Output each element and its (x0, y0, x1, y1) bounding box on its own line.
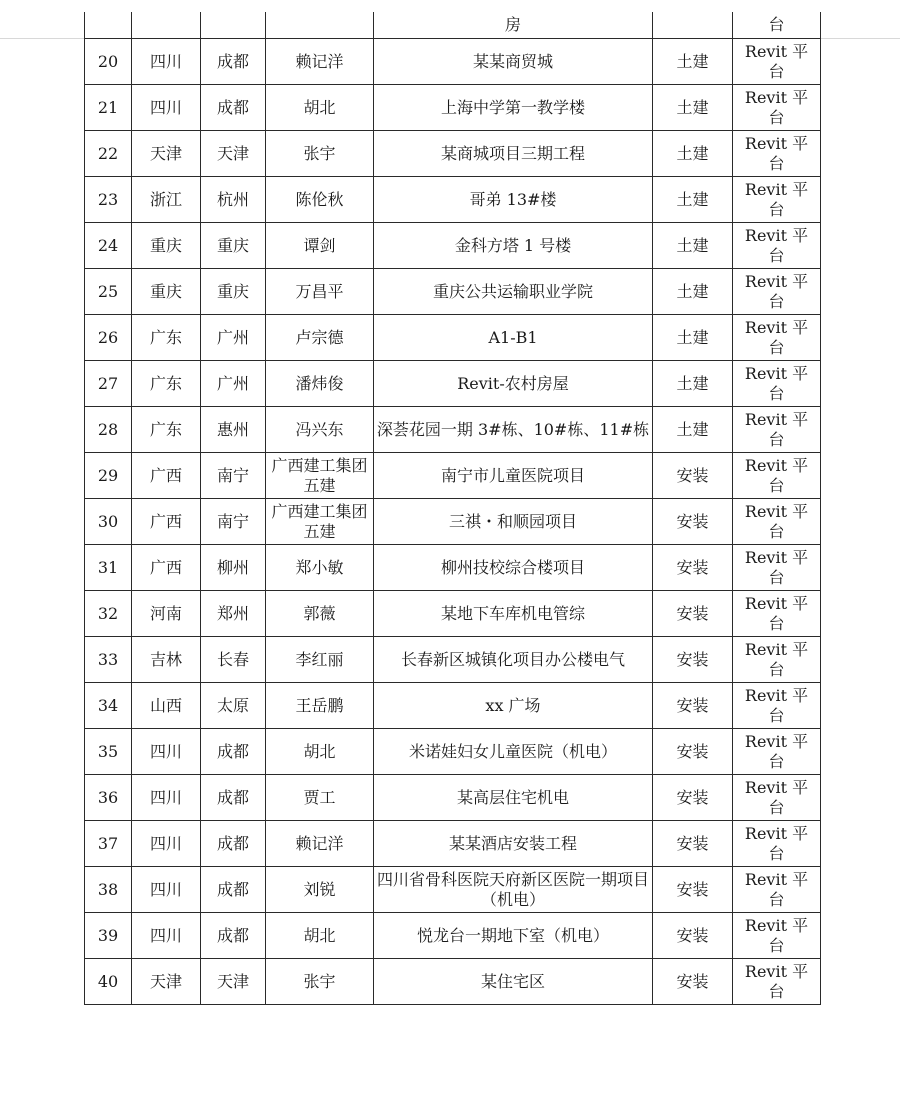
table-row (85, 545, 821, 591)
table-row (85, 407, 821, 453)
cell-platform (733, 821, 821, 867)
platform-line-2: 台 (768, 843, 785, 863)
cell-type: 安装 (653, 499, 733, 545)
platform-line-2: 台 (768, 383, 785, 403)
cell-no: 32 (85, 591, 132, 637)
table-row (85, 867, 821, 913)
cell-province: 四川 (132, 85, 201, 131)
table-body (85, 12, 821, 1005)
cell-no: 26 (85, 315, 132, 361)
cell-project: 某住宅区 (374, 959, 653, 1005)
cell-no: 40 (85, 959, 132, 1005)
cell-type: 土建 (653, 407, 733, 453)
platform-line-2: 台 (768, 61, 785, 81)
cell-city (201, 12, 266, 39)
platform-line-2: 台 (768, 337, 785, 357)
cell-no: 34 (85, 683, 132, 729)
cell-person: 赖记洋 (266, 39, 374, 85)
platform-line-1: Revit 平 (744, 639, 809, 659)
cell-city: 杭州 (201, 177, 266, 223)
cell-person: 谭剑 (266, 223, 374, 269)
cell-project: xx 广场 (374, 683, 653, 729)
platform-line-1: Revit 平 (744, 41, 809, 61)
table-row (85, 591, 821, 637)
cell-person: 刘锐 (266, 867, 374, 913)
platform-line-2: 台 (768, 705, 785, 725)
cell-platform (733, 591, 821, 637)
cell-platform (733, 683, 821, 729)
cell-city: 南宁 (201, 499, 266, 545)
cell-type: 土建 (653, 85, 733, 131)
platform-line-2: 台 (768, 889, 785, 909)
cell-city: 天津 (201, 959, 266, 1005)
platform-line-1: Revit 平 (744, 317, 809, 337)
cell-no: 29 (85, 453, 132, 499)
cell-type: 安装 (653, 913, 733, 959)
cell-type: 土建 (653, 177, 733, 223)
cell-project: A1-B1 (374, 315, 653, 361)
cell-type: 安装 (653, 591, 733, 637)
cell-type: 安装 (653, 453, 733, 499)
cell-person: 胡北 (266, 85, 374, 131)
cell-province: 四川 (132, 39, 201, 85)
cell-province (132, 12, 201, 39)
cell-type: 安装 (653, 683, 733, 729)
cell-platform (733, 131, 821, 177)
platform-line-2: 台 (768, 199, 785, 219)
cell-province: 广西 (132, 499, 201, 545)
cell-no: 35 (85, 729, 132, 775)
cell-project: 三祺・和顺园项目 (374, 499, 653, 545)
cell-city: 成都 (201, 729, 266, 775)
cell-type: 土建 (653, 269, 733, 315)
platform-line-2: 台 (768, 521, 785, 541)
cell-project: 某某商贸城 (374, 39, 653, 85)
cell-platform: 台 (733, 12, 821, 39)
platform-line-1: Revit 平 (744, 363, 809, 383)
cell-no: 22 (85, 131, 132, 177)
platform-line-1: Revit 平 (744, 87, 809, 107)
cell-no: 36 (85, 775, 132, 821)
cell-project: 哥弟 13#楼 (374, 177, 653, 223)
cell-city: 重庆 (201, 223, 266, 269)
table-row (85, 131, 821, 177)
platform-line-1: Revit 平 (744, 501, 809, 521)
cell-province: 天津 (132, 959, 201, 1005)
cell-platform (733, 959, 821, 1005)
cell-province: 河南 (132, 591, 201, 637)
table-row (85, 223, 821, 269)
cell-type: 土建 (653, 361, 733, 407)
cell-platform (733, 545, 821, 591)
cell-no: 21 (85, 85, 132, 131)
cell-no: 23 (85, 177, 132, 223)
cell-project: 米诺娃妇女儿童医院（机电） (374, 729, 653, 775)
cell-province: 四川 (132, 775, 201, 821)
cell-city: 惠州 (201, 407, 266, 453)
cell-person: 陈伦秋 (266, 177, 374, 223)
cell-person: 冯兴东 (266, 407, 374, 453)
platform-line-1: Revit 平 (744, 823, 809, 843)
platform-line-1: Revit 平 (744, 961, 809, 981)
cell-type: 安装 (653, 867, 733, 913)
cell-person: 广西建工集团五建 (266, 453, 374, 499)
cell-project: 某某酒店安装工程 (374, 821, 653, 867)
cell-type: 安装 (653, 775, 733, 821)
cell-platform (733, 269, 821, 315)
cell-city: 广州 (201, 361, 266, 407)
platform-line-2: 台 (768, 935, 785, 955)
cell-person (266, 12, 374, 39)
cell-province: 广东 (132, 407, 201, 453)
platform-line-2: 台 (768, 245, 785, 265)
cell-platform (733, 913, 821, 959)
cell-province: 四川 (132, 821, 201, 867)
platform-line-1: Revit 平 (744, 225, 809, 245)
cell-project: 深荟花园一期 3#栋、10#栋、11#栋 (374, 407, 653, 453)
cell-type (653, 12, 733, 39)
cell-project: 金科方塔 1 号楼 (374, 223, 653, 269)
cell-city: 成都 (201, 821, 266, 867)
platform-line-1: Revit 平 (744, 133, 809, 153)
cell-no: 28 (85, 407, 132, 453)
cell-no: 20 (85, 39, 132, 85)
platform-line-2: 台 (768, 981, 785, 1001)
cell-project: 悦龙台一期地下室（机电） (374, 913, 653, 959)
cell-type: 土建 (653, 39, 733, 85)
cell-person: 李红丽 (266, 637, 374, 683)
cell-project: 某地下车库机电管综 (374, 591, 653, 637)
table-row (85, 637, 821, 683)
project-table (84, 12, 821, 1005)
cell-province: 广东 (132, 315, 201, 361)
cell-person: 万昌平 (266, 269, 374, 315)
cell-city: 重庆 (201, 269, 266, 315)
cell-person: 卢宗德 (266, 315, 374, 361)
cell-province: 重庆 (132, 223, 201, 269)
cell-person: 赖记洋 (266, 821, 374, 867)
cell-no: 38 (85, 867, 132, 913)
table-row (85, 775, 821, 821)
cell-platform (733, 775, 821, 821)
cell-city: 郑州 (201, 591, 266, 637)
table-row (85, 499, 821, 545)
cell-city: 成都 (201, 85, 266, 131)
cell-person: 胡北 (266, 729, 374, 775)
cell-platform (733, 39, 821, 85)
platform-line-1: Revit 平 (744, 179, 809, 199)
cell-city: 成都 (201, 913, 266, 959)
cell-type: 安装 (653, 637, 733, 683)
cell-type: 土建 (653, 131, 733, 177)
cell-province: 浙江 (132, 177, 201, 223)
cell-person: 张宇 (266, 959, 374, 1005)
cell-no: 27 (85, 361, 132, 407)
table-row (85, 39, 821, 85)
cell-platform (733, 315, 821, 361)
table-row (85, 821, 821, 867)
cell-province: 广西 (132, 453, 201, 499)
cell-city: 柳州 (201, 545, 266, 591)
cell-person: 胡北 (266, 913, 374, 959)
header-continuation-row (85, 12, 821, 39)
cell-platform (733, 223, 821, 269)
cell-province: 山西 (132, 683, 201, 729)
cell-city: 广州 (201, 315, 266, 361)
cell-person: 贾工 (266, 775, 374, 821)
cell-platform (733, 867, 821, 913)
cell-no: 30 (85, 499, 132, 545)
cell-city: 成都 (201, 867, 266, 913)
cell-person: 广西建工集团五建 (266, 499, 374, 545)
table-row (85, 177, 821, 223)
cell-person: 潘炜俊 (266, 361, 374, 407)
cell-project: 柳州技校综合楼项目 (374, 545, 653, 591)
cell-project: 长春新区城镇化项目办公楼电气 (374, 637, 653, 683)
cell-platform (733, 453, 821, 499)
cell-province: 广西 (132, 545, 201, 591)
cell-project: 上海中学第一教学楼 (374, 85, 653, 131)
platform-line-1: Revit 平 (744, 685, 809, 705)
cell-project: 南宁市儿童医院项目 (374, 453, 653, 499)
cell-city: 成都 (201, 39, 266, 85)
table-row (85, 729, 821, 775)
cell-province: 四川 (132, 913, 201, 959)
cell-province: 吉林 (132, 637, 201, 683)
cell-platform (733, 177, 821, 223)
cell-project: 四川省骨科医院天府新区医院一期项目（机电） (374, 867, 653, 913)
cell-province: 四川 (132, 729, 201, 775)
cell-platform (733, 729, 821, 775)
cell-city: 天津 (201, 131, 266, 177)
cell-project: 房 (374, 12, 653, 39)
platform-line-2: 台 (768, 659, 785, 679)
cell-province: 天津 (132, 131, 201, 177)
cell-city: 南宁 (201, 453, 266, 499)
cell-platform (733, 637, 821, 683)
platform-line-1: Revit 平 (744, 869, 809, 889)
platform-line-2: 台 (768, 429, 785, 449)
cell-type: 安装 (653, 959, 733, 1005)
cell-person: 张宇 (266, 131, 374, 177)
cell-no: 39 (85, 913, 132, 959)
platform-line-1: Revit 平 (744, 915, 809, 935)
cell-type: 安装 (653, 821, 733, 867)
cell-person: 王岳鹏 (266, 683, 374, 729)
cell-city: 长春 (201, 637, 266, 683)
table-row (85, 959, 821, 1005)
cell-platform (733, 361, 821, 407)
table-row (85, 913, 821, 959)
cell-platform (733, 499, 821, 545)
cell-city: 成都 (201, 775, 266, 821)
platform-line-1: Revit 平 (744, 271, 809, 291)
platform-line-1: Revit 平 (744, 731, 809, 751)
platform-line-2: 台 (768, 291, 785, 311)
cell-platform (733, 407, 821, 453)
platform-line-1: Revit 平 (744, 547, 809, 567)
table-row (85, 85, 821, 131)
cell-city: 太原 (201, 683, 266, 729)
table-row (85, 683, 821, 729)
cell-person: 郑小敏 (266, 545, 374, 591)
platform-line-2: 台 (768, 797, 785, 817)
cell-no (85, 12, 132, 39)
cell-project: 重庆公共运输职业学院 (374, 269, 653, 315)
cell-project: 某商城项目三期工程 (374, 131, 653, 177)
cell-type: 土建 (653, 223, 733, 269)
cell-no: 37 (85, 821, 132, 867)
table-row (85, 269, 821, 315)
cell-project: 某高层住宅机电 (374, 775, 653, 821)
cell-project: Revit-农村房屋 (374, 361, 653, 407)
platform-line-2: 台 (768, 475, 785, 495)
platform-line-1: Revit 平 (744, 777, 809, 797)
cell-type: 安装 (653, 545, 733, 591)
table-row (85, 453, 821, 499)
cell-no: 33 (85, 637, 132, 683)
cell-province: 广东 (132, 361, 201, 407)
cell-type: 安装 (653, 729, 733, 775)
cell-person: 郭薇 (266, 591, 374, 637)
cell-no: 24 (85, 223, 132, 269)
cell-no: 25 (85, 269, 132, 315)
table-row (85, 361, 821, 407)
platform-line-2: 台 (768, 107, 785, 127)
platform-line-1: Revit 平 (744, 455, 809, 475)
platform-line-1: Revit 平 (744, 409, 809, 429)
platform-line-2: 台 (768, 613, 785, 633)
cell-province: 重庆 (132, 269, 201, 315)
cell-platform (733, 85, 821, 131)
platform-line-2: 台 (768, 153, 785, 173)
cell-no: 31 (85, 545, 132, 591)
cell-type: 土建 (653, 315, 733, 361)
platform-line-1: Revit 平 (744, 593, 809, 613)
platform-line-2: 台 (768, 751, 785, 771)
table-row (85, 315, 821, 361)
cell-province: 四川 (132, 867, 201, 913)
platform-line-2: 台 (768, 567, 785, 587)
